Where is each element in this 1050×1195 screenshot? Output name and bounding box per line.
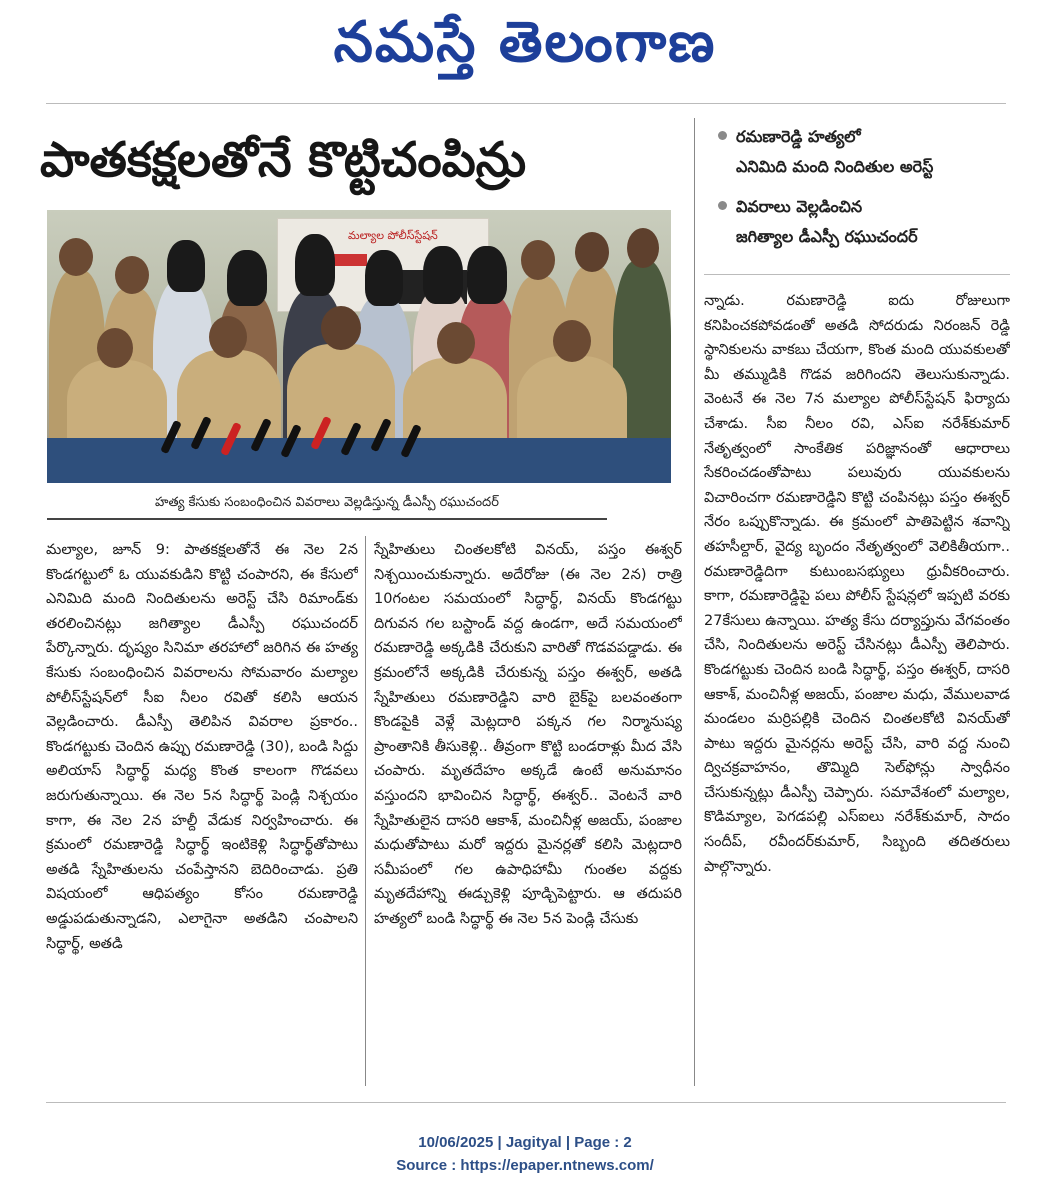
seated-officer-head xyxy=(553,320,591,362)
officer-head xyxy=(521,240,555,280)
article-text: న్నాడు. రమణారెడ్డి ఐదు రోజులుగా కనిపించకపోవడంతో అతడి సోదరుడు నిరంజన్ రెడ్డి స్థానికులను వాకబు చేయగా, కొంత మంది యువకులతో మీ తమ్ముడికి గొడవ జరిగిందని తెలుసుకున్నాడు. వెంటనే ఈ నెల 7న మల్యాల పోలీస్‌స్టేషన్ ఫిర్యాదు చేశాడు. సీఐ నీలం రవి, ఎస్ఐ నరేశ్‌కుమార్ నేతృత్వంలో సాంకేతిక పరిజ్ఞానంతో ఆధారాలు సేకరించడంతోపాటు పలువురు యువకులను విచారించగా రమణారెడ్డిని కొట్టి చంపినట్లు పస్తం ఈశ్వర్ నేరం ఒప్పుకొన్నాడు. ఈ క్రమంలో పాతిపెట్టిన శవాన్ని తహసీల్దార్, వైద్య బృందం నేతృత్వంలో వెలికితీయగా.. రమణారెడ్డిదిగా కుటుంబసభ్యులు ధ్రువీకరించారు. కాగా, రమణారెడ్డిపై పలు పోలీస్ స్టేషన్లలో ఇప్పటి వరకు 27కేసులు ఉన్నాయి. హత్య కేసు దర్యాప్తును వేగవంతం చేసి, నిందితులను అరెస్ట్ చేసినట్లు డీఎస్పీ తెలిపారు. కొండగట్టుకు చెందిన బండి సిద్ధార్థ్, పస్తం ఈశ్వర్, దాసరి ఆకాశ్, మంచినీళ్ల అజయ్, పంజాల మధు, వేములవాడ మండలం మర్రిపల్లికి చెందిన చింతలకోటి వినయ్‌తో పాటు ఇద్దరు మైనర్లను అరెస్ట్ చేసి, వారి వద్ద నుంచి ద్విచక్రవాహనం, తొమ్మిది సెల్‌ఫోన్లు స్వాధీనం చేసుకున్నట్లు డీఎస్పీ చెప్పారు. సమావేశంలో మల్యాల, కొడిమ్యాల, పెగడపల్లి ఎస్ఐలు నరేశ్‌కుమార్, సాదం సందీప్, రవీందర్‌కుమార్, సిబ్బంది తదితరులు పాల్గొన్నారు. xyxy=(704,293,1010,875)
headline: పాతకక్షలతోనే కొట్టిచంపిన్రు xyxy=(40,132,527,188)
hooded-accused xyxy=(295,234,335,296)
seated-officer-head xyxy=(209,316,247,358)
bullet-icon xyxy=(718,201,727,210)
hooded-accused xyxy=(423,246,463,304)
article-column-3 xyxy=(704,289,1010,1081)
column-divider xyxy=(365,536,366,1086)
masthead: నమస్తే తెలంగాణ xyxy=(333,9,717,75)
highlights-divider xyxy=(704,274,1010,275)
press-table xyxy=(47,438,671,483)
article-column-2 xyxy=(374,538,682,1083)
banner-text: మల్యాల పోలీస్‌స్టేషన్ xyxy=(348,229,438,242)
photo-caption: హత్య కేసుకు సంబంధించిన వివరాలు వెల్లడిస్తున్న డీఎస్పీ రఘుచందర్ xyxy=(47,488,607,520)
highlights-box xyxy=(714,122,1014,264)
bullet-icon xyxy=(718,131,727,140)
hooded-accused xyxy=(167,240,205,292)
masthead-divider xyxy=(46,103,1006,104)
news-photo xyxy=(47,210,671,483)
highlight-item xyxy=(714,122,1014,182)
highlight-line: ఎనిమిది మంది నిందితుల అరెస్ట్ xyxy=(736,157,934,176)
seated-officer-head xyxy=(437,322,475,364)
article-column-1 xyxy=(46,538,358,1083)
officer-head xyxy=(115,256,149,294)
hooded-accused xyxy=(365,250,403,306)
highlight-line: జగిత్యాల డీఎస్పీ రఘుచందర్ xyxy=(736,227,918,246)
hooded-accused xyxy=(467,246,507,304)
column-divider xyxy=(694,118,695,1086)
highlight-item xyxy=(714,192,1014,252)
highlight-line: రమణారెడ్డి హత్యలో xyxy=(736,127,861,146)
footer-source: Source : https://epaper.ntnews.com/ xyxy=(396,1157,654,1174)
article-text: స్నేహితులు చింతలకోటి వినయ్, పస్తం ఈశ్వర్ నిశ్చయించుకున్నారు. అదేరోజు (ఈ నెల 2న) రాత్రి 10గంటల సమయంలో సిద్ధార్థ్, వినయ్ కొండగట్టు దిగువన గల బస్టాండ్ వద్ద ఉండగా, అదే సమయంలో రమణారెడ్డి అక్కడికి చేరుకుని వారితో గొడవపడ్డాడు. ఈ క్రమంలోనే అక్కడికి చేరుకున్న పస్తం ఈశ్వర్, అతడి స్నేహితులు రమణారెడ్డిని వారి బైక్‌పై బలవంతంగా కొండపైకి వెళ్లే మెట్లదారి పక్కన గల నిర్మానుష్య ప్రాంతానికి తీసుకెళ్లి.. తీవ్రంగా కొట్టి బండరాళ్లు మీద వేసి చంపారు. మృతదేహం అక్కడే ఉంటే అనుమానం వస్తుందని భావించిన సిద్ధార్థ్, ఈశ్వర్.. వెంటనే వారి స్నేహితులైన దాసరి ఆకాశ్, మంచినీళ్ల అజయ్, పంజాల మధుతోపాటు మరో ఇద్దరు మైనర్లతో కలిసి మెట్లదారి సమీపంలో గల ఉపాధిహామీ గుంతల వద్దకు మృతదేహాన్ని ఈడ్చుకెళ్లి పూడ్చిపెట్టారు. ఆ తదుపరి హత్యలో బండి సిద్ధార్థ్ ఈ నెల 5న పెండ్లి చేసుకు xyxy=(374,542,682,927)
seated-officer-head xyxy=(97,328,133,368)
seated-dsp-head xyxy=(321,306,361,350)
footer-date-page: 10/06/2025 | Jagityal | Page : 2 xyxy=(418,1134,632,1151)
hooded-accused xyxy=(227,250,267,306)
bottom-divider xyxy=(46,1102,1006,1103)
article-text: మల్యాల, జూన్ 9: పాతకక్షలతోనే ఈ నెల 2న కొండగట్టులో ఓ యువకుడిని కొట్టి చంపారని, ఈ కేసులో ఎనిమిది మంది నిందితులను అరెస్ట్ చేసి రిమాండ్‌కు తరలించినట్లు జగిత్యాల డీఎస్పీ రఘుచందర్ పేర్కొన్నారు. దృష్యం సినిమా తరహాలో జరిగిన ఈ హత్య కేసుకు సంబంధించిన వివరాలను సోమవారం మల్యాల పోలీస్‌స్టేషన్‌లో సీఐ నీలం రవితో కలిసి ఆయన వెల్లడించారు. డీఎస్పీ తెలిపిన వివరాల ప్రకారం.. కొండగట్టుకు చెందిన ఉప్పు రమణారెడ్డి (30), బండి సిద్దు అలియాస్ సిద్ధార్థ్ మధ్య కొంత కాలంగా గొడవలు జరుగుతున్నాయి. ఈ నెల 5న సిద్ధార్థ్ పెండ్లి నిశ్చయం కాగా, ఈ నెల 2న హల్దీ వేడుక నిర్వహించారు. ఈ క్రమంలో రమణారెడ్డి సిద్ధార్థ్ ఇంటికెళ్లి సిద్ధార్థ్‌తోపాటు అతడి స్నేహితులను చంపేస్తానని బెదిరించాడు. ప్రతి విషయంలో ఆధిపత్యం కోసం రమణారెడ్డి అడ్డుపడుతున్నాడని, ఎలాగైనా అతడిని చంపాలని సిద్ధార్థ్, అతడి xyxy=(46,542,358,952)
highlight-line: వివరాలు వెల్లడించిన xyxy=(736,197,863,216)
officer-head xyxy=(59,238,93,276)
officer-head xyxy=(627,228,659,268)
officer-head xyxy=(575,232,609,272)
